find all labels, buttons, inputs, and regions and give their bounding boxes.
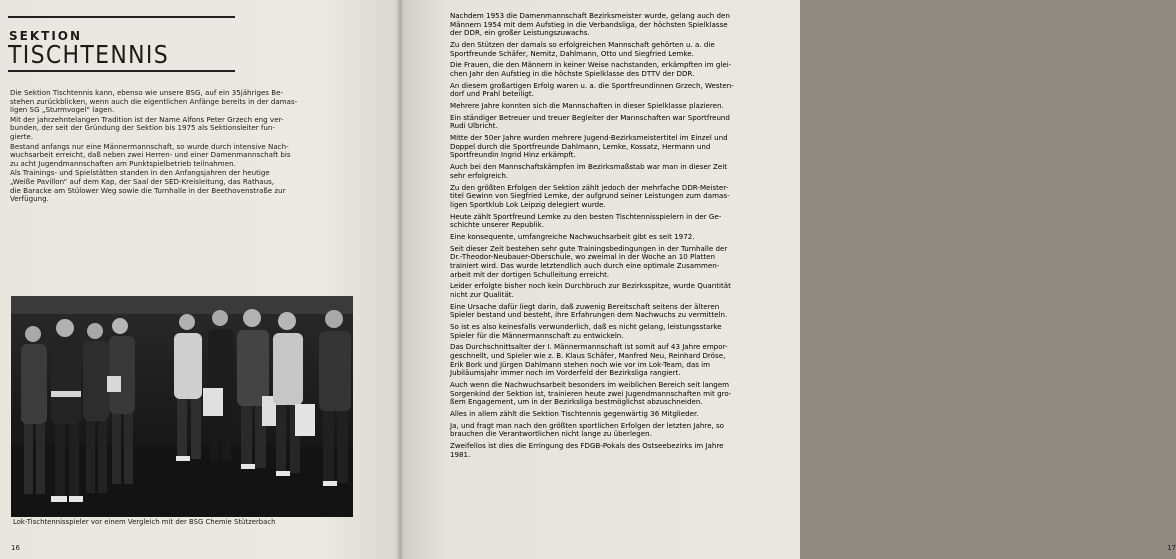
right-text-line: Männern 1954 mit dem Aufstieg in die Verbandsliga, der höchsten Spielklasse [450, 19, 728, 29]
right-text-line: Jubiläumsjahr immer noch im Vorderfeld der Bezirksliga rangiert. [450, 368, 681, 378]
right-text-line: Leider erfolgte bisher noch kein Durchbruch zur Bezirksspitze, wurde Quantität [450, 281, 731, 291]
left-text-line: wuchsarbeit erreicht, daß neben zwei Herren- und einer Damenmannschaft bis [10, 150, 291, 160]
right-paragraph [450, 303, 786, 320]
left-text-line: ligen SG „Sturmvogel“ lagen. [10, 105, 115, 115]
right-text-line: Spieler für die Männermannschaft zu entwickeln. [450, 330, 624, 340]
right-text-line: geschnellt, und Spieler wie z. B. Klaus Schäfer, Manfred Neu, Reinhard Dröse, [450, 351, 726, 360]
right-text-line: Ein ständiger Betreuer und treuer Begleiter der Mannschaften war Sportfreund [450, 112, 730, 122]
right-text-line: Mehrere Jahre konnten sich die Mannschaften in dieser Spielklasse plazieren. [450, 101, 724, 111]
left-text-line: Die Sektion Tischtennis kann, ebenso wie unsere BSG, auf ein 35jähriges Be- [10, 88, 284, 97]
right-paragraph [450, 442, 786, 459]
right-paragraph [450, 163, 786, 180]
left-page [0, 0, 400, 559]
right-text-line: Alles in allem zählt die Sektion Tischtennis gegenwärtig 36 Mitglieder. [450, 408, 699, 418]
right-paragraph [450, 213, 786, 230]
right-paragraph [450, 343, 786, 377]
right-text-line: ligen Sportklub Lok Leipzig delegiert wurde. [450, 199, 606, 209]
right-text-line: Eine konsequente, umfangreiche Nachwuchsarbeit gibt es seit 1972. [450, 231, 695, 241]
photo-caption: Lok-Tischtennisspieler vor einem Vergleich mit der BSG Chemie Stützerbach [13, 518, 276, 526]
right-text-line: nicht zur Qualität. [450, 289, 514, 299]
right-text-line: Ja, und fragt man nach den größten sportlichen Erfolgen der letzten Jahre, so [450, 420, 724, 430]
team-photo [11, 296, 353, 517]
left-paragraph [10, 116, 360, 142]
right-text-line: Sorgenkind der Sektion ist, trainieren heute zwei Jugendmannschaften mit gro- [450, 388, 732, 398]
right-text-line: So ist es also keinesfalls verwunderlich, daß es nicht gelang, leistungsstarke [450, 322, 722, 332]
right-paragraph [450, 184, 786, 210]
right-text-line: Mitte der 50er Jahre wurden mehrere Jugend-Bezirksmeistertitel im Einzel und [450, 133, 728, 143]
right-text-line: 1981. [450, 449, 471, 459]
right-text-line: Erik Bork und Jürgen Dahlmann stehen noch wie vor im Lok-Team, das im [450, 359, 711, 369]
right-paragraph [450, 102, 786, 111]
right-text-line: Doppel durch die Sportfreunde Dahlmann, Lemke, Kossatz, Hermann und [450, 141, 711, 151]
left-text-line: zu acht Jugendmannschaften am Punktspielbetrieb teilnahmen. [10, 158, 236, 168]
right-text-line: arbeit mit der dortigen Schulleitung erreicht. [450, 269, 610, 279]
right-text-line: Rudi Ulbricht. [450, 121, 498, 131]
right-text-line: dorf und Prahl beteiligt. [450, 89, 534, 99]
right-text-line: Zu den größten Erfolgen der Sektion zählt jedoch der mehrfache DDR-Meister- [450, 182, 729, 192]
left-text-line: Verfügung. [10, 194, 49, 204]
left-text-line: „Weiße Pavillon“ auf dem Kap, der Saal der SED-Kreisleitung, das Rathaus, [10, 176, 275, 186]
title-rule [8, 70, 235, 72]
left-paragraph [10, 143, 360, 169]
left-text-line: Mit der jahrzehntelangen Tradition ist der Name Alfons Peter Grzech eng ver- [10, 114, 284, 124]
right-text-line: Auch bei den Mannschaftskämpfen im Bezirksmaßstab war man in dieser Zeit [450, 162, 727, 172]
right-text-line: der DDR, ein großer Leistungszuwachs. [450, 28, 590, 38]
right-paragraph [450, 82, 786, 99]
right-paragraph [450, 12, 786, 38]
right-paragraph [450, 245, 786, 279]
right-text-line: titel Gewinn von Siegfried Lemke, der aufgrund seiner Leistungen zum damas- [450, 191, 730, 201]
right-text-line: Auch wenn die Nachwuchsarbeit besonders im weiblichen Bereich seit langem [450, 379, 730, 389]
right-paragraph [450, 282, 786, 299]
page-number-left: 16 [11, 544, 20, 552]
right-text-line: Zu den Stützen der damals so erfolgreichen Mannschaft gehörten u. a. die [450, 39, 715, 49]
right-text-line: ßem Engagement, um in der Bezirksliga bestmöglichst abzuschneiden. [450, 397, 703, 407]
left-text-line: stehen zurückblicken, wenn auch die eigentlichen Anfänge bereits in der damas- [10, 96, 298, 106]
right-text-line: Heute zählt Sportfreund Lemke zu den besten Tischtennisspielern in der Ge- [450, 211, 722, 221]
right-paragraph [450, 410, 786, 419]
section-kicker: SEKTION [9, 29, 83, 43]
right-text-line: Nachdem 1953 die Damenmannschaft Bezirksmeister wurde, gelang auch den [450, 11, 730, 20]
left-paragraph [10, 89, 360, 115]
right-body-text [450, 12, 786, 462]
right-text-line: trainiert wird. Das wurde letztendlich auch durch eine optimale Zusammen- [450, 260, 720, 270]
left-paragraph [10, 169, 360, 203]
section-title: TISCHTENNIS [8, 40, 170, 69]
right-text-line: sehr erfolgreich. [450, 170, 509, 180]
left-text-line: bunden, der seit der Gründung der Sektion bis 1975 als Sektionsleiter fun- [10, 123, 275, 133]
page-number-right: 17 [1167, 544, 1176, 552]
right-text-line: Zweifellos ist dies die Erringung des FDGB-Pokals des Ostseebezirks im Jahre [450, 441, 724, 451]
right-text-line: Eine Ursache dafür liegt darin, daß zuwenig Bereitschaft seitens der älteren [450, 301, 720, 311]
right-paragraph [450, 134, 786, 160]
right-text-line: Die Frauen, die den Männern in keiner Weise nachstanden, erkämpften im glei- [450, 60, 732, 70]
right-paragraph [450, 41, 786, 58]
book-gutter [396, 0, 404, 559]
left-body-text [10, 89, 360, 205]
right-text-line: schichte unserer Republik. [450, 220, 544, 230]
right-text-line: Spieler bestand und besteht, ihre Erfahrungen dem Nachwuchs zu vermitteln. [450, 310, 728, 320]
right-paragraph [450, 114, 786, 131]
right-text-line: Das Durchschnittsalter der I. Männermannschaft ist somit auf 43 Jahre empor- [450, 342, 728, 352]
right-paragraph [450, 323, 786, 340]
right-text-line: Dr.-Theodor-Neubauer-Oberschule, wo zweimal in der Woche an 10 Platten [450, 252, 716, 262]
right-text-line: brauchen die Verantwortlichen nicht lange zu überlegen. [450, 429, 652, 439]
top-rule [8, 16, 235, 18]
left-text-line: Bestand anfangs nur eine Männermannschaft, so wurde durch intensive Nach- [10, 141, 289, 151]
right-paragraph [450, 381, 786, 407]
right-text-line: Sportfreunde Schäfer, Nemitz, Dahlmann, Otto und Siegfried Lemke. [450, 48, 694, 58]
right-text-line: chen Jahr den Aufstieg in die höchste Spielklasse des DTTV der DDR. [450, 68, 695, 78]
right-text-line: Sportfreundin Ingrid Hinz erkämpft. [450, 150, 576, 160]
right-paragraph [450, 233, 786, 242]
right-text-line: An diesem großartigen Erfolg waren u. a. die Sportfreundinnen Grzech, Westen- [450, 80, 734, 90]
team-photo-image [11, 296, 353, 517]
right-text-line: Seit dieser Zeit bestehen sehr gute Trainingsbedingungen in der Turnhalle der [450, 243, 728, 253]
right-paragraph [450, 422, 786, 439]
left-text-line: Als Trainings- und Spielstätten standen in den Anfangsjahren der heutige [10, 168, 270, 178]
left-text-line: die Baracke am Stülower Weg sowie die Turnhalle in der Beethovenstraße zur [10, 185, 286, 195]
left-text-line: gierte. [10, 131, 34, 141]
right-paragraph [450, 61, 786, 78]
